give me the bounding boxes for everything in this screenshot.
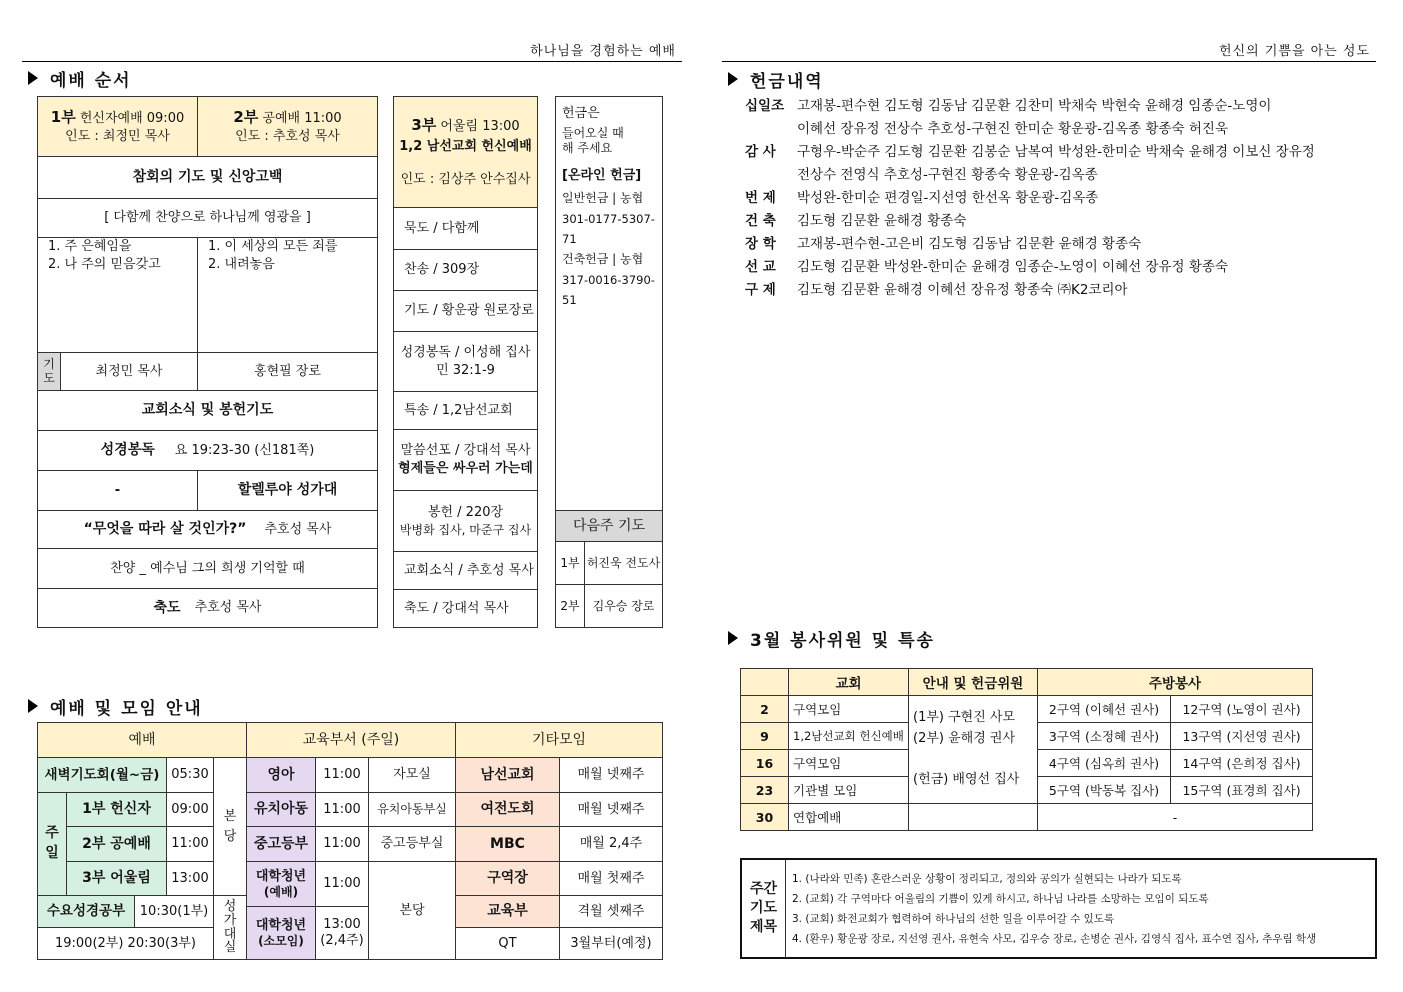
college2-name: 대학청년 <box>255 918 307 933</box>
service2-num: 2부 <box>233 108 259 127</box>
edu-place-1: 자모실 <box>368 757 456 793</box>
edu-name-1: 영아 <box>246 757 316 793</box>
prayer-service1: 최정민 목사 <box>60 352 198 391</box>
other-when-2: 매월 넷째주 <box>559 792 663 827</box>
service-table <box>740 668 1313 831</box>
wednesday-study: 수요성경공부 <box>37 895 135 928</box>
service-day: 9 <box>741 723 789 750</box>
usher-1: (1부) 구현진 사모 <box>913 710 1016 726</box>
edu-name-2: 유치아동 <box>246 792 316 827</box>
other-name-3: MBC <box>455 826 560 862</box>
offering-info-l2: 들어오실 때 <box>562 125 624 140</box>
praise-banner: [ 다함께 찬양으로 하나님께 영광을 ] <box>37 198 378 238</box>
offering-label: 십일조 <box>745 98 785 114</box>
college2-sub: (소모임) <box>258 933 304 948</box>
kitchen-1: 4구역 (심옥희 권사) <box>1038 750 1171 777</box>
left-page-title: 하나님을 경험하는 예배 <box>530 44 676 59</box>
college1-time: 11:00 <box>315 861 369 907</box>
offering-row <box>745 95 1271 118</box>
prayer-item: 4. (환우) 황운광 장로, 지선영 권사, 유현숙 사모, 김우승 장로, 손병순 권사, 김영식 집사, 표수연 집사, 추우림 학생 <box>792 933 1317 945</box>
reading-row <box>37 430 378 471</box>
service1-num: 1부 <box>50 108 76 127</box>
college2-time: 13:00 <box>323 917 361 933</box>
service-h-usher: 안내 및 헌금위원 <box>909 669 1038 696</box>
service3-leader: 인도 : 김상주 안수집사 <box>400 172 531 188</box>
offerings-title-text: 헌금내역 <box>750 71 824 92</box>
offering-names: 이혜선 장유정 전상수 추호성-구현진 한미순 황운광-김옥종 황종숙 허진욱 <box>797 121 1229 137</box>
offering-row <box>745 279 1128 302</box>
offering-label: 선 교 <box>745 259 776 275</box>
edu-time-1: 11:00 <box>315 757 369 793</box>
service-header-row <box>741 669 1313 696</box>
kitchen-2: 14구역 (은희정 집사) <box>1171 750 1313 777</box>
usher-empty <box>909 804 1038 831</box>
other-when-3: 매월 2,4주 <box>559 826 663 862</box>
wednesday-evening: 19:00(2부) 20:30(3부) <box>37 927 214 960</box>
service-day: 16 <box>741 750 789 777</box>
third-item-1: 묵도 / 다함께 <box>393 207 538 250</box>
order-title-text: 예배 순서 <box>50 70 132 91</box>
edu-place-2: 유치아동부실 <box>368 792 456 827</box>
song1-2: 2. 나 주의 믿음갖고 <box>48 256 161 272</box>
service-church: 구역모임 <box>789 750 909 777</box>
service-day: 30 <box>741 804 789 831</box>
offering-info-title: 헌금은 <box>562 106 600 121</box>
next1-label: 1부 <box>555 541 585 585</box>
service-church: 구역모임 <box>789 696 909 723</box>
third-item-6a: 말씀선포 / 강대석 목사 <box>400 443 531 459</box>
right-header-rule <box>722 61 1376 62</box>
order-section-title <box>28 66 132 90</box>
benediction-label: 축도 <box>153 599 181 616</box>
offering-row <box>745 141 1315 164</box>
offerings-section-title <box>728 67 824 91</box>
main-hall-label: 본당 <box>213 757 247 896</box>
service-day: 23 <box>741 777 789 804</box>
reading-text: 요 19:23-30 (신181쪽) <box>174 442 315 458</box>
service-row <box>741 804 1313 831</box>
service-church: 1,2남선교회 헌신예배 <box>789 723 909 750</box>
college2-time-cell <box>315 906 369 960</box>
benediction-row <box>37 588 378 628</box>
edu-name-3: 중고등부 <box>246 826 316 862</box>
other-name-5: 교육부 <box>455 895 560 928</box>
songs-service1 <box>37 237 198 353</box>
edu-time-2: 11:00 <box>315 792 369 827</box>
usher-2: (2부) 윤해경 권사 <box>913 731 1016 747</box>
kitchen-merged: - <box>1038 804 1313 831</box>
song2-1: 1. 이 세상의 모든 죄를 <box>208 239 338 254</box>
third-item-9: 축도 / 강대석 목사 <box>393 589 538 628</box>
offering-row <box>745 210 966 233</box>
service-h-church: 교회 <box>789 669 909 696</box>
weekly-prayer-list <box>786 860 1375 957</box>
college1-name: 대학청년 <box>255 869 307 884</box>
sermon-row <box>37 510 378 549</box>
sunday-s2-time: 11:00 <box>166 826 214 862</box>
offering-names: 김도형 김문환 박성완-한미순 윤해경 임종순-노영이 이혜선 장유정 황종숙 <box>797 259 1229 275</box>
offering-row <box>745 118 1228 141</box>
sunday-s3-time: 13:00 <box>166 861 214 896</box>
other-name-1: 남선교회 <box>455 757 560 793</box>
meet-h-edu: 교육부서 (주일) <box>246 722 456 758</box>
offering-row <box>745 233 1141 256</box>
college-place: 본당 <box>368 861 456 960</box>
offering-label: 감 사 <box>745 144 776 160</box>
sermon-preacher: 추호성 목사 <box>264 521 332 537</box>
general-offering: 일반헌금 | 농협 <box>562 190 644 205</box>
service-church: 연합예배 <box>789 804 909 831</box>
usher-3: (헌금) 배영선 집사 <box>913 771 1020 787</box>
third-item-7a: 봉헌 / 220장 <box>427 505 504 521</box>
kitchen-2: 13구역 (지선영 권사) <box>1171 723 1313 750</box>
edu-place-3: 중고등부실 <box>368 826 456 862</box>
sunday-s1-time: 09:00 <box>166 792 214 827</box>
offering-names: 전상수 전영식 추호성-구현진 황종숙 황운광-김옥종 <box>797 167 1098 183</box>
service3-header <box>393 96 538 208</box>
prayer-item: 3. (교회) 화전교회가 협력하여 하나님의 선한 일을 이루어갈 수 있도록 <box>792 913 1115 925</box>
third-item-7 <box>393 490 538 552</box>
triangle-bullet-icon <box>28 699 38 713</box>
other-name-6: QT <box>455 927 560 960</box>
sunday-s2: 2부 공예배 <box>66 826 167 862</box>
service-title-text: 3월 봉사위원 및 특송 <box>750 630 935 651</box>
next-prayer-title: 다음주 기도 <box>555 510 663 542</box>
offering-info-box <box>555 96 663 511</box>
weekly-prayer-label: 주간기도제목 <box>742 860 786 957</box>
kitchen-2: 12구역 (노영이 권사) <box>1171 696 1313 723</box>
online-offering-label: [온라인 헌금] <box>562 167 642 183</box>
choir-room-label: 성가대실 <box>213 895 247 960</box>
service-day: 2 <box>741 696 789 723</box>
offering-names: 박성완-한미순 편경일-지선영 한선옥 황운광-김옥종 <box>797 190 1099 206</box>
other-when-5: 격월 셋째주 <box>559 895 663 928</box>
kitchen-1: 5구역 (박동복 집사) <box>1038 777 1171 804</box>
third-item-6b: 형제들은 싸우러 가는데 <box>398 461 533 476</box>
service-section-title <box>728 626 935 650</box>
third-item-3: 기도 / 황운광 원로장로 <box>393 290 538 332</box>
college1-sub: (예배) <box>263 884 299 899</box>
service3-num: 3부 <box>411 116 437 135</box>
right-page-title: 헌신의 기쁨을 아는 성도 <box>1219 44 1370 59</box>
service-row <box>741 696 1313 723</box>
offering-label <box>745 118 797 141</box>
prayer-item: 1. (나라와 민족) 혼란스러운 상황이 정리되고, 정의와 공의가 실현되는 나라가 되도록 <box>792 873 1182 885</box>
prayer-item: 2. (교회) 각 구역마다 어울림의 기쁨이 있게 하시고, 하나님 나라를 소망하는 모임이 되도록 <box>792 893 1209 905</box>
kitchen-1: 2구역 (이혜선 권사) <box>1038 696 1171 723</box>
service1-leader: 인도 : 최정민 목사 <box>65 129 170 144</box>
kitchen-1: 3구역 (소정혜 권사) <box>1038 723 1171 750</box>
offering-row <box>745 187 1098 210</box>
benediction-name: 추호성 목사 <box>194 600 262 616</box>
triangle-bullet-icon <box>28 71 38 85</box>
prayer-service2: 홍현필 장로 <box>197 352 378 391</box>
prayer-label: 기도 <box>37 352 61 391</box>
offering-row <box>745 164 1098 187</box>
next2-name: 김우승 장로 <box>584 584 663 628</box>
third-item-7b: 박병화 집사, 마준구 집사 <box>399 522 532 537</box>
sermon-title: “무엇을 따라 살 것인가?” <box>83 521 247 538</box>
sunday-label: 주일 <box>37 792 67 896</box>
edu-time-3: 11:00 <box>315 826 369 862</box>
special-service2: 할렐루야 성가대 <box>197 470 378 511</box>
news-row: 교회소식 및 봉헌기도 <box>37 390 378 431</box>
dawn-time: 05:30 <box>166 757 214 793</box>
college-small-group <box>246 906 316 960</box>
triangle-bullet-icon <box>728 72 738 86</box>
songs-service2 <box>197 237 378 353</box>
offering-row <box>745 256 1228 279</box>
offering-names: 김도형 김문환 윤해경 황종숙 <box>797 213 967 229</box>
service3-name: 어울림 13:00 <box>440 119 520 135</box>
third-item-6 <box>393 429 538 491</box>
weekly-prayer-box <box>740 858 1377 959</box>
song2-2: 2. 내려놓음 <box>208 256 275 272</box>
service3-sub: 1,2 남선교회 헌신예배 <box>399 138 532 154</box>
hymn-row: 찬양 _ 예수님 그의 희생 기억할 때 <box>37 548 378 589</box>
triangle-bullet-icon <box>728 631 738 645</box>
offering-names: 구형우-박순주 김도형 김문환 김봉순 남복여 박성완-한미순 박채숙 윤해경 이보신 장유정 <box>797 144 1315 160</box>
kitchen-2: 15구역 (표경희 집사) <box>1171 777 1313 804</box>
offering-info-l3: 해 주세요 <box>562 141 613 156</box>
sunday-s3: 3부 어울림 <box>66 861 167 896</box>
offering-label <box>745 164 797 187</box>
service2-leader: 인도 : 추호성 목사 <box>235 129 340 144</box>
service1-header <box>37 96 198 157</box>
third-item-5: 특송 / 1,2남선교회 <box>393 391 538 430</box>
next1-name: 허진욱 전도사 <box>584 541 663 585</box>
usher-cell <box>909 696 1038 804</box>
other-name-2: 여전도회 <box>455 792 560 827</box>
offering-names: 김도형 김문환 윤해경 이혜선 장유정 황종숙 ㈜K2코리아 <box>797 282 1128 298</box>
third-item-2: 찬송 / 309장 <box>393 249 538 291</box>
dawn-prayer: 새벽기도회(월~금) <box>37 757 167 793</box>
service2-name: 공예배 11:00 <box>262 111 342 127</box>
college-worship <box>246 861 316 907</box>
left-header-rule <box>22 61 682 62</box>
service-h-kitchen: 주방봉사 <box>1038 669 1313 696</box>
song1-1: 1. 주 은혜임을 <box>48 239 132 254</box>
service1-name: 헌신자예배 09:00 <box>79 111 185 127</box>
other-when-4: 매월 첫째주 <box>559 861 663 896</box>
meetings-title-text: 예배 및 모임 안내 <box>50 698 203 719</box>
college2-time-sub: (2,4주) <box>320 933 364 948</box>
third-item-8: 교회소식 / 추호성 목사 <box>393 551 538 590</box>
wednesday-time: 10:30(1부) <box>134 895 214 928</box>
other-name-4: 구역장 <box>455 861 560 896</box>
general-account: 301-0177-5307-71 <box>562 211 655 246</box>
special-service1: - <box>37 470 198 511</box>
offering-names: 고재봉-편수현 김도형 김동남 김문환 김찬미 박채숙 박현숙 윤해경 임종순-노영이 <box>797 98 1272 114</box>
confession-row: 참회의 기도 및 신앙고백 <box>37 156 378 199</box>
offering-label: 건 축 <box>745 213 776 229</box>
other-when-6: 3월부터(예정) <box>559 927 663 960</box>
building-account: 317-0016-3790-51 <box>562 272 655 308</box>
service-h-day <box>741 669 789 696</box>
offering-names: 고재봉-편수현-고은비 김도형 김동남 김문환 윤해경 황종숙 <box>797 236 1142 252</box>
next2-label: 2부 <box>555 584 585 628</box>
meet-h-other: 기타모임 <box>455 722 663 758</box>
third-item-4 <box>393 331 538 392</box>
meetings-section-title <box>28 694 203 718</box>
offering-label: 구 제 <box>745 282 776 298</box>
sunday-s1: 1부 헌신자 <box>66 792 167 827</box>
offering-label: 장 학 <box>745 236 776 252</box>
building-offering: 건축헌금 | 농협 <box>562 251 644 266</box>
third-item-4a: 성경봉독 / 이성해 집사 <box>400 344 531 360</box>
meet-h-worship: 예배 <box>37 722 247 758</box>
other-when-1: 매월 넷째주 <box>559 757 663 793</box>
third-item-4b: 민 32:1-9 <box>436 362 495 378</box>
reading-label: 성경봉독 <box>100 442 155 459</box>
offering-label: 번 제 <box>745 190 776 206</box>
service2-header <box>197 96 378 157</box>
service-church: 기관별 모임 <box>789 777 909 804</box>
